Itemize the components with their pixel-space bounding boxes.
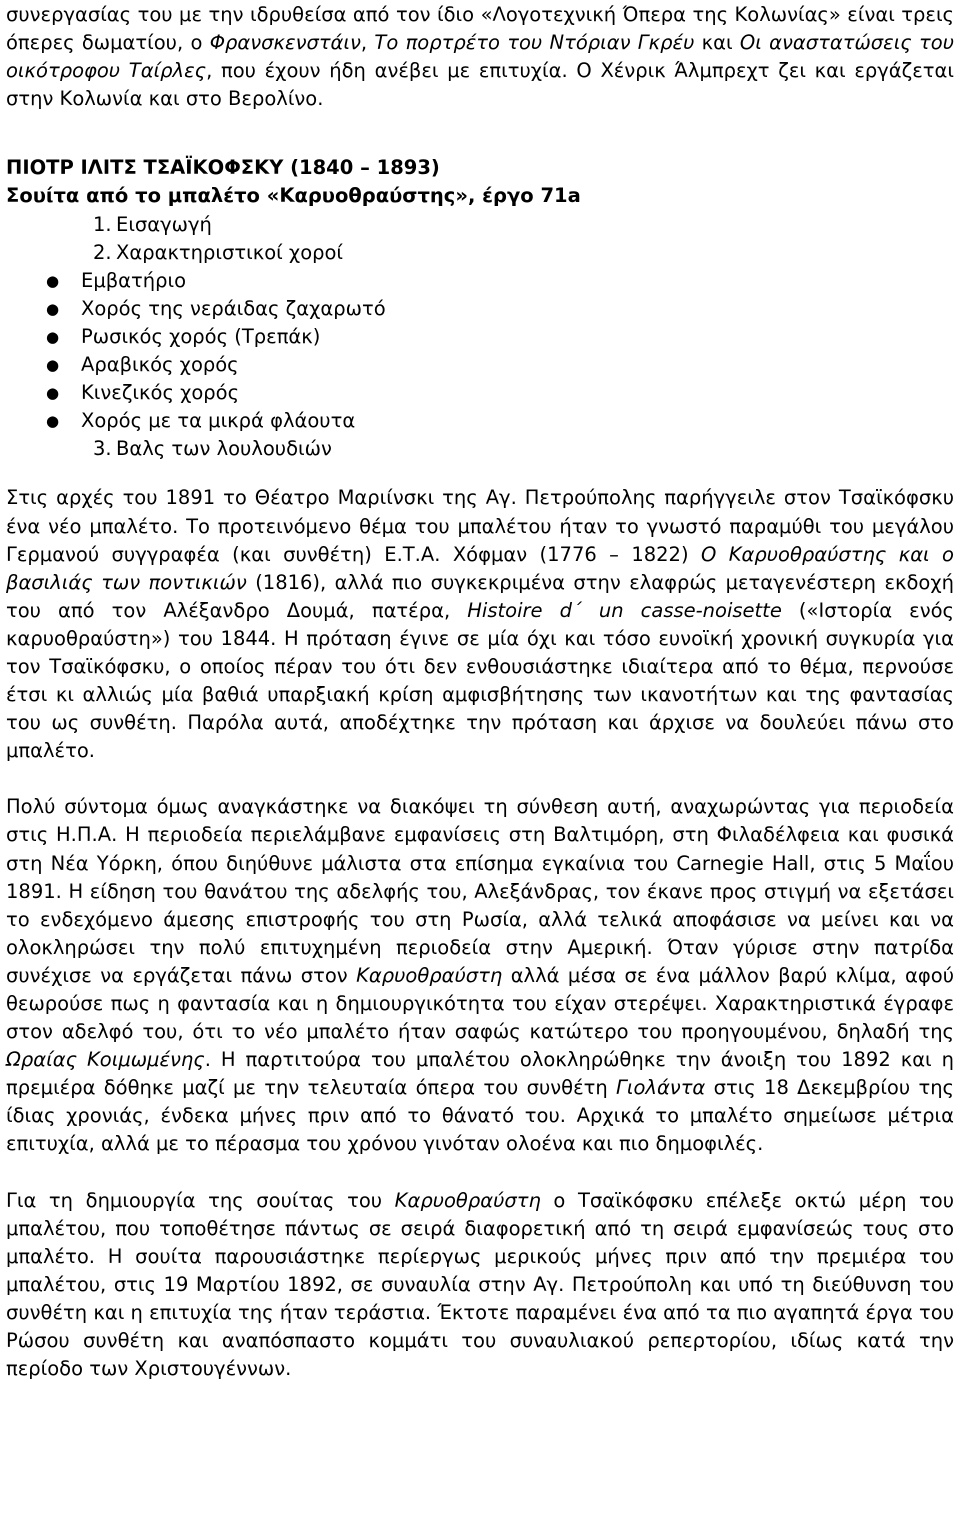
para2-title-iolanta: Γιολάντα (616, 1076, 706, 1100)
movement-item (6, 435, 954, 463)
body-paragraph-2 (6, 793, 954, 1158)
bullet-icon: ● (46, 412, 60, 431)
movement-number: 3. (93, 437, 112, 461)
dance-label: Ρωσικός χορός (Τρεπάκ) (81, 324, 321, 348)
bullet-icon: ● (46, 327, 60, 346)
para2-title-nutcracker: Καρυοθραύστη (356, 963, 503, 987)
dance-list (6, 267, 954, 436)
para2-text-c: . Η παρτιτούρα του μπαλέτου ολοκληρώθηκε την άνοιξη του 1892 και η πρεμιέρα δόθηκε μαζί με την τελευταία όπερα του συνθέτη (6, 1048, 954, 1100)
bullet-icon: ● (46, 299, 60, 318)
intro-text-3: και (694, 31, 740, 55)
dance-item (6, 267, 954, 295)
para1-text-c: («Ιστορία ενός καρυοθραύστη») του 1844. Η πρόταση έγινε σε μία όχι και τόσο ευνοϊκή χρονική συγκυρία για τον Τσαϊκόφσκυ, ο οποίος πέραν του ότι δεν ενθουσιάστηκε ιδιαίτερα από το θέμα, περνούσε έτσι κι αλλιώς μία βαθιά υπαρξιακή κρίση αμφισβήτησης των ικανοτήτων και της φαντασίας του ως συνθέτη. Παρόλα αυτά, αποδέχτηκε την πρόταση και άρχισε να δουλεύει πάνω στο μπαλέτο. (6, 598, 954, 763)
movement-item (6, 211, 954, 239)
para1-title-dumas: Histoire d΄ un casse-noisette (467, 598, 782, 622)
dance-item (6, 295, 954, 323)
composer-heading: ΠΙΟΤΡ ΙΛΙΤΣ ΤΣΑΪΚΟΦΣΚΥ (1840 – 1893) (6, 156, 440, 180)
para1-text-b: (1816), αλλά πιο συγκεκριμένα στην ελαφρώς μεταγενέστερη εκδοχή του από τον Αλέξανδρο Δουμά, πατέρα, (6, 570, 954, 622)
para3-title-nutcracker: Καρυοθραύστη (394, 1188, 541, 1212)
intro-paragraph (6, 1, 954, 113)
movement-label: Εισαγωγή (116, 212, 212, 236)
intro-title-toerless: Οι αναστατώσεις του οικότροφου Ταίρλες (6, 31, 954, 83)
para1-text-a: Στις αρχές του 1891 το Θέατρο Μαριίνσκι της Αγ. Πετρούπολης παρήγγειλε στον Τσαϊκόφσκυ ένα νέο μπαλέτο. Το προτεινόμενο θέμα του μπαλέτου ήταν το γνωστό παραμύθι του μεγάλου Γερμανού συγγραφέα (και συνθέτη) Ε.Τ.Α. Χόφμαν (1776 – 1822) (6, 486, 954, 566)
bullet-icon: ● (46, 271, 60, 290)
dance-label: Χορός της νεράιδας ζαχαρωτό (81, 296, 386, 320)
intro-text-2: , (360, 31, 375, 55)
movement-number: 1. (93, 212, 112, 236)
intro-title-frankenstein: Φρανσκενστάιν (209, 31, 361, 55)
para3-text-a: Για τη δημιουργία της σουίτας του (6, 1188, 395, 1212)
work-heading (6, 154, 954, 210)
movement-list (6, 211, 954, 464)
dance-label: Εμβατήριο (81, 268, 187, 292)
para1-title-hoffmann: Ο Καρυοθραύστης και ο βασιλιάς των ποντικιών (6, 542, 954, 594)
para3-text-b: ο Τσαϊκόφσκυ επέλεξε οκτώ μέρη του μπαλέτου, που τοποθέτησε πάντως σε σειρά διαφορετική από τη σειρά εμφανίσεώς τους στο μπαλέτο. Η σουίτα παρουσιάστηκε περίεργως μερικούς μήνες πριν από την πρεμιέρα του μπαλέτου, στις 19 Μαρτίου 1892, σε συναυλία στην Αγ. Πετρούπολη και υπό τη διεύθυνση του συνθέτη και η επιτυχία της ήταν τεράστια. Έκτοτε παραμένει ένα από τα πιο αγαπητά έργα του Ρώσου συνθέτη και αναπόσπαστο κομμάτι του συναυλιακού ρεπερτορίου, ιδίως κατά την περίοδο των Χριστουγέννων. (6, 1188, 954, 1381)
dance-item (6, 323, 954, 351)
movement-label: Χαρακτηριστικοί χοροί (116, 240, 344, 264)
movement-number: 2. (93, 240, 112, 264)
intro-text-4: , που έχουν ήδη ανέβει με επιτυχία. Ο Χένρικ Άλμπρεχτ ζει και εργάζεται στην Κολωνία και στο Βερολίνο. (6, 59, 954, 111)
bullet-icon: ● (46, 356, 60, 375)
dance-label: Χορός με τα μικρά φλάουτα (81, 409, 356, 433)
dance-item (6, 379, 954, 407)
body-paragraph-1 (6, 484, 954, 765)
movement-item (6, 239, 954, 436)
intro-title-dorian-gray: Το πορτρέτο του Ντόριαν Γκρέυ (374, 31, 695, 55)
dance-label: Κινεζικός χορός (81, 381, 240, 405)
bullet-icon: ● (46, 384, 60, 403)
movement-label: Βαλς των λουλουδιών (116, 437, 332, 461)
work-title-heading: Σουίτα από το μπαλέτο «Καρυοθραύστης», έργο 71a (6, 184, 581, 208)
dance-item (6, 351, 954, 379)
dance-item (6, 407, 954, 435)
para2-text-a: Πολύ σύντομα όμως αναγκάστηκε να διακόψει τη σύνθεση αυτή, αναχωρώντας για περιοδεία στις Η.Π.Α. Η περιοδεία περιελάμβανε εμφανίσεις στη Βαλτιμόρη, στη Φιλαδέλφεια και φυσικά στη Νέα Υόρκη, όπου διηύθυνε μάλιστα στα επίσημα εγκαίνια του Carnegie Hall, στις 5 Μαΐου 1891. Η είδηση του θανάτου της αδελφής του, Αλεξάνδρας, τον έκανε προς στιγμή να εξετάσει το ενδεχόμενο άμεσης επιστροφής του στη Ρωσία, αλλά τελικά αποφάσισε να μείνει και να ολοκληρώσει την πολύ επιτυχημένη περιοδεία στην Αμερική. Όταν γύρισε στην πατρίδα συνέχισε να εργάζεται πάνω στον (6, 795, 954, 987)
dance-label: Αραβικός χορός (81, 353, 239, 377)
para2-text-d: στις 18 Δεκεμβρίου της ίδιας χρονιάς, ένδεκα μήνες πριν από το θάνατό του. Αρχικά το μπαλέτο σημείωσε μέτρια επιτυχία, αλλά με το πέρασμα του χρόνου γινόταν ολοένα και πιο δημοφιλές. (6, 1076, 954, 1156)
para2-text-b: αλλά μέσα σε ένα μάλλον βαρύ κλίμα, αφού θεωρούσε πως η φαντασία και η δημιουργικότητα του είχαν στερέψει. Χαρακτηριστικά έγραφε στον αδελφό του, ότι το νέο μπαλέτο ήταν σαφώς κατώτερο του προηγουμένου, δηλαδή της (6, 963, 954, 1044)
body-paragraph-3 (6, 1187, 954, 1384)
intro-text-1: συνεργασίας του με την ιδρυθείσα από τον ίδιο «Λογοτεχνική Όπερα της Κολωνίας» είναι τρεις όπερες δωματίου, ο (6, 3, 954, 55)
para2-title-sleeping-beauty: Ωραίας Κοιμωμένης (6, 1048, 205, 1072)
